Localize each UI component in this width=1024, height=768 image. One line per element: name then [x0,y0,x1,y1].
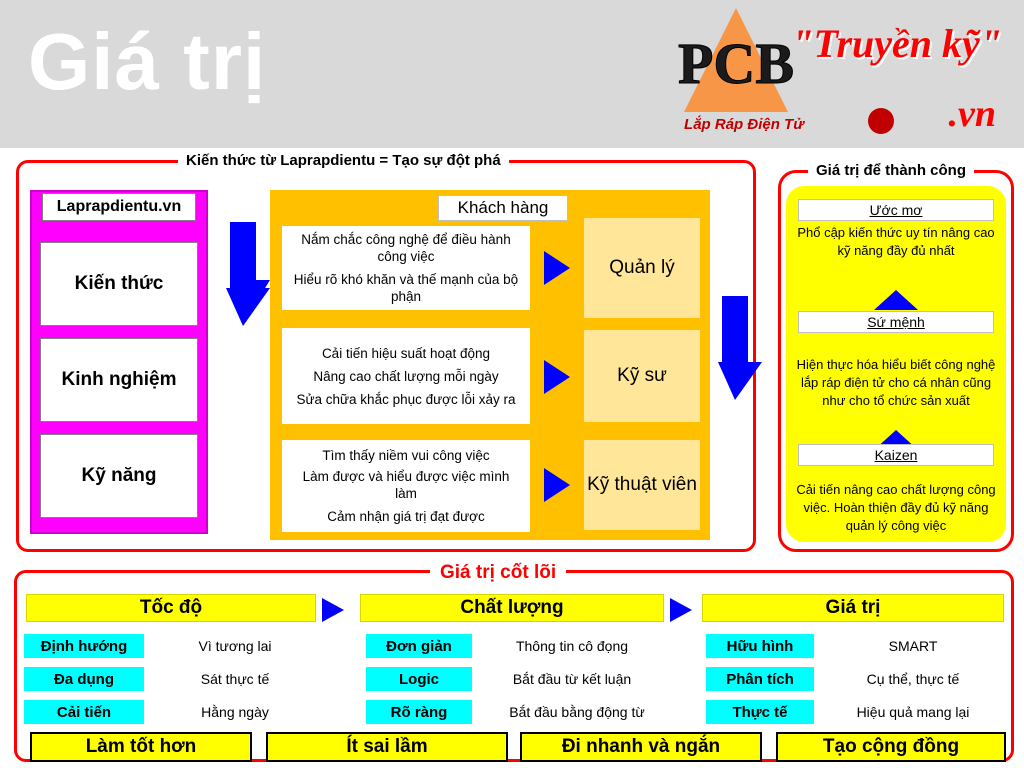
core-col-head-0: Tốc độ [26,594,316,622]
core-note-0-2: Hằng ngày [201,704,269,720]
page-title: Giá trị [28,17,267,106]
blue-arrow-right-large-icon-2 [718,292,764,402]
core-note-2-2: Hiệu quả mang lại [856,704,970,720]
core-note-1-1: Bắt đầu từ kết luận [512,671,632,687]
logo-domain: .vn [948,93,996,135]
blue-arrow-right-icon-2 [544,468,570,502]
core-tag-0-1: Đa dụng [24,667,144,691]
logo-slogan: "Truyền kỹ" [791,21,1002,66]
brand-logo [676,4,1006,144]
core-tag-2-0: Hữu hình [706,634,814,658]
page-header [0,0,1024,148]
success-text-1: Hiện thực hóa hiểu biết công nghệ lắp ráp điện tử cho cá nhân cũng như cho tổ chức sản xuất [796,357,996,408]
success-text-0: Phổ cập kiến thức uy tín nâng cao kỹ năng đầy đủ nhất [797,225,995,258]
success-title-1: Sứ mệnh [798,311,994,333]
blue-arrow-right-large-icon [226,218,272,328]
core-col-head-1: Chất lượng [360,594,664,622]
dot-icon [868,108,894,134]
core-note-0-1: Sát thực tế [200,671,270,687]
role-cell-2: Kỹ thuật viên [584,440,700,530]
core-bottom-0: Làm tốt hơn [30,732,252,762]
core-col-head-2: Giá trị [702,594,1004,622]
benefit-cell-1: Cải tiến hiệu suất hoạt động Nâng cao chất lượng mỗi ngày Sửa chữa khắc phục được lỗi xảy ra [282,328,530,424]
blue-arrow-up-icon-0 [874,290,918,310]
source-label: Laprapdientu.vn [42,193,196,221]
core-note-2-0: SMART [888,638,938,654]
success-legend: Giá trị để thành công [808,162,974,179]
benefit-cell-2: Tìm thấy niềm vui công việc Làm được và hiểu được việc mình làm Cảm nhận giá trị đạt được [282,440,530,532]
logo-subtitle: Lắp Ráp Điện Tử [684,116,804,133]
core-bottom-2: Đi nhanh và ngắn [520,732,762,762]
source-item-0: Kiến thức [40,242,198,326]
core-tag-0-0: Định hướng [24,634,144,658]
core-values-header: Giá trị cốt lõi [430,562,566,584]
core-note-0-0: Vì tương lai [198,638,272,654]
core-bottom-3: Tạo cộng đồng [776,732,1006,762]
success-title-2: Kaizen [798,444,994,466]
core-tag-1-1: Logic [366,667,472,691]
source-item-2: Kỹ năng [40,434,198,518]
core-tag-1-2: Rõ ràng [366,700,472,724]
customer-label: Khách hàng [438,195,568,221]
core-tag-0-2: Cải tiến [24,700,144,724]
success-title-0: Ước mơ [798,199,994,221]
pcb-logo-icon [676,4,796,134]
blue-arrow-right-icon-core-0 [322,598,344,622]
source-item-1: Kinh nghiệm [40,338,198,422]
role-cell-0: Quản lý [584,218,700,318]
core-note-1-0: Thông tin cô đọng [515,638,629,654]
blue-arrow-right-icon-1 [544,360,570,394]
core-tag-2-1: Phân tích [706,667,814,691]
blue-arrow-right-icon-core-1 [670,598,692,622]
pcb-logo-text: PCB [678,31,794,96]
success-text-2: Cải tiến nâng cao chất lượng công việc. Hoàn thiện đầy đủ kỹ năng quản lý công việc [796,482,996,533]
core-note-2-1: Cụ thể, thực tế [866,671,960,687]
role-cell-1: Kỹ sư [584,330,700,422]
core-tag-1-0: Đơn giản [366,634,472,658]
core-bottom-1: Ít sai lầm [266,732,508,762]
knowledge-flow-legend: Kiến thức từ Laprapdientu = Tạo sự đột phá [178,152,509,169]
benefit-cell-0: Nắm chắc công nghệ để điều hành công việc Hiểu rõ khó khăn và thế mạnh của bộ phận [282,226,530,310]
core-tag-2-2: Thực tế [706,700,814,724]
blue-arrow-right-icon-0 [544,251,570,285]
core-note-1-2: Bắt đầu bằng động từ [509,704,645,720]
